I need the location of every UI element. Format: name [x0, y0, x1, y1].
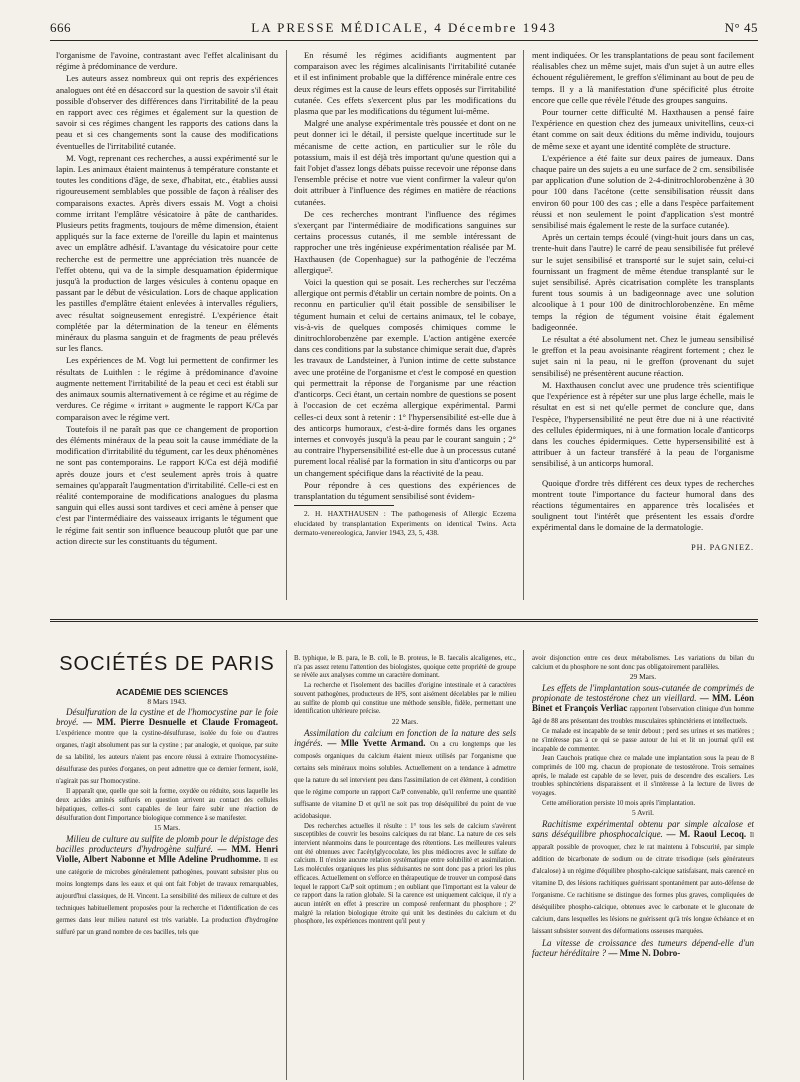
- academy-heading: ACADÉMIE DES SCIENCES: [115, 688, 229, 697]
- column-divider: [286, 50, 287, 600]
- paragraph: En résumé les régimes acidifiants augmentent par comparaison avec les régimes alcalinisants l'irritabilité cutanée et il est infiniment probable que la différence minérale entre ces deux régimes est la cause de leurs effets opposés sur l'irritabilité cutanée. Ces effets s'exercent plus par les modifications du plasma que par les modifications du tégument lui-même.: [294, 50, 516, 117]
- paragraph: De ces recherches montrant l'influence des régimes s'exerçant par l'intermédiaire de modifications sanguines sur certains processus cutanés, il me semble intéressant de rapprocher une très ingénieuse expérimentation réalisée par M. Haxthausen (de Copenhague) sur la pathogénie de l'eczéma allergique².: [294, 208, 516, 275]
- paragraph: Le résultat a été absolument net. Chez le jumeau sensibilisé le greffon et la peau avoisinante réagirent fortement ; chez le sujet sain ni la peau, ni le greffon (provenant du sujet sensibilisé) ne présentèrent aucune réaction.: [532, 334, 754, 378]
- paragraph: ment indiquées. Or les transplantations de peau sont facilement réalisables chez un même sujet, mais d'un sujet à un autre elles échouent régulièrement, le greffon s'éliminant au bout de peu de temps. Il y a là manifestation d'une spécificité plus étroite encore que celle que révèle l'étude des groupes sanguins.: [532, 50, 754, 105]
- communication-title: Les effets de l'implantation sous-cutanée de comprimés de propionate de testostérone chez un vieillard. — MM. Léon Binet et François Verliac rapportent l'observation clinique d'un homme âgé de 88 ans présentant des troubles musculaires sphinctériens et intellectuels.: [532, 683, 754, 726]
- issue-number: N° 45: [724, 20, 758, 35]
- paragraph: Pour tourner cette difficulté M. Haxthausen a pensé faire l'expérience en question chez des jumeaux univitellins, ceux-ci étant comme on sait deux éditions du même individu, toujours de même sexe et ayant une identité complète de structure.: [532, 107, 754, 151]
- header-rule: [50, 40, 758, 41]
- paragraph: Toutefois il ne paraît pas que ce changement de proportion des éléments minéraux de la peau soit la cause immédiate de la modification d'irritabilité du tégument, car les deux phénomènes ne sont pas contemporains. Le rapport K/Ca est déjà modifié après douze jours et c'est seulement après trois à quatre semaines qu'apparaît l'augmentation d'irritabilité. Celle-ci est en réalité contemporaine de modifications analogues du plasma sanguin qui elles aussi sont tardives et ceci amène à penser que c'est par l'intermédiaire des vaisseaux irrigants le tégument que le régime fait sentir son influence beaucoup plutôt que par une action directe sur les constituants du tégument.: [56, 423, 278, 546]
- authors: — Mme N. Dobro-: [608, 948, 681, 959]
- authors: — MM. Léon Binet et François Verliac: [532, 693, 754, 714]
- paragraph: B. typhique, le B. para, le B. coli, le B. proteus, le B. faecalis alcaligenes, etc., n'a pas assez retenu l'attention des biologistes, quoique cette propriété de groupe se révèle aux analyses comme un caractère dominant.: [294, 655, 516, 680]
- paragraph: l'organisme de l'avoine, contrastant avec l'effet alcalinisant du régime à prédominance de verdure.: [56, 50, 278, 72]
- communication-title: Milieu de culture au sulfite de plomb pour le dépistage des bacilles producteurs d'hydrogène sulfuré. — MM. Henri Violle, Albert Nabonne et Mlle Adeline Prudhomme. Il est une catégorie de microbes généralement pathogènes, pouvant subsister plus ou moins longtemps dans les eaux et qui ont fait l'objet de travaux remarquables, aujourd'hui classiques, de H. Vincent. La sensibilité des milieux de culture et des techniques habituellement proposées pour la recherche et l'identification de ces germes dans leur milieu naturel est très variable. La production d'hydrogène sulfuré par un grand nombre de ces bacilles, tels que: [56, 833, 278, 936]
- paragraph: M. Vogt, reprenant ces recherches, a aussi expérimenté sur le lapin. Les animaux étaient maintenus à température constante et toutes les conditions d'âge, de sexe, d'habitat, etc., établies aussi rigoureusement semblables que possible de façon à réaliser des comparaisons exactes. Après divers essais M. Vogt a choisi comme irritant l'emplâtre vésicatoire à pâte de cantharides. Plusieurs petits fragments, toujours de même dimension, étaient appliqués sur la face externe de l'oreille du lapin et maintenus avec un emplâtre adhésif. L'avantage du vésicatoire pour cette recherche est de permettre une appréciation très nuancée de l'effet obtenu, qui va de la simple desquamation épidermique jusqu'à la production de larges vésicules à contenu opaque en passant par le début de vésiculation. Lors de chaque application les pastilles d'emplâtre étaient enlevées à intervalles réguliers, avec résultat soigneusement enregistré. L'expérience était complétée par la détermination de la teneur en éléments minéraux du plasma sanguin et de fragments de peau prélevés sur les flancs.: [56, 152, 278, 354]
- session-date: 8 Mars 1943.: [147, 696, 187, 706]
- paragraph: Voici la question qui se posait. Les recherches sur l'eczéma allergique ont permis d'établir un certain nombre de points. On a reconnu en particulier qu'il était possible de sensibiliser le tégument humain et celui de certains animaux, tel le cobaye, vis-à-vis de quelques composés chimiques comme le dinitrochlorobenzène par exemple. L'action antigène exercée dans ces conditions par la substance chimique serait due, d'après les travaux de Landsteiner, à l'union intime de cette substance avec une protéine de l'organisme et c'est le composé en question qui permettrait la réponse de l'organisme par une réaction d'anticorps. Ceci étant, un certain nombre de questions se posent à l'occasion de cet eczéma allergique expérimental. Parmi celles-ci deux sont à retenir : 1° l'hypersensibilité est-elle due à des anticorps humoraux, c'est-à-dire formés dans les organes internes et convoyés jusqu'à la peau par le courant sanguin ; 2° au contraire l'hypersensibilité est-elle due à un processus cutané purement local réalisé par la formation in situ d'anticorps ou par un changement spécifique dans la réactivité de la peau.: [294, 277, 516, 478]
- communication-title: La vitesse de croissance des tumeurs dépend-elle d'un facteur héréditaire ? — Mme N. Dobro-: [532, 938, 754, 959]
- bottom-column-2: [294, 655, 516, 1075]
- paragraph: Après un certain temps écoulé (vingt-huit jours dans un cas, trente-huit dans l'autre) le carré de peau sensibilisée fut prélevé sur le sujet sensibilisé et transporté sur le sujet sain, celui-ci fournissant un fragment de même étendue transplanté sur le sujet sensibilisé. Après cicatrisation complète les transplants furent tous soumis à un badigeonnage avec une solution alcoolique à 1 pour 100 de dinitrochlorobenzène. En même temps la région de tégument voisine était également badigeonnée.: [532, 232, 754, 332]
- page-header: [50, 20, 758, 40]
- communication-title: Assimilation du calcium en fonction de la nature des sels ingérés. — Mlle Yvette Armand. On a cru longtemps que les composés organiques du calcium étaient mieux utilisés par l'organisme que certains sels minéraux moins solubles. Actuellement on a tendance à admettre que la nature du sel intervient peu dans l'assimilation de cet élément, à condition que le régime comporte un rapport Ca/P convenable, qu'il renferme une quantité suffisante de vitamine D et qu'il ne soit pas trop déséquilibré du point de vue acidobasique.: [294, 727, 516, 820]
- authors: — Mlle Yvette Armand.: [327, 737, 426, 748]
- session-date: 5 Avril.: [631, 808, 655, 818]
- authors: — M. Raoul Lecoq.: [666, 829, 747, 840]
- paragraph: L'expérience a été faite sur deux paires de jumeaux. Dans chaque paire un des sujets a eu une surface de 2 cm. sensibilisée par application d'une solution de 2-4-dinitrochlorobenzène à 30 pour 100 dans l'acétone (cette sensibilisation réussit dans environ 60 pour 100 des cas ; elle a dans l'espèce parfaitement réussi et non seulement le point d'application s'est montré sensibilisé mais également le reste de la surface cutanée).: [532, 152, 754, 231]
- page-number: 666: [50, 20, 71, 35]
- paragraph: Il apparaît que, quelle que soit la forme, oxydée ou réduite, sous laquelle les deux acides aminés sulfurés en question arrivent au contact des cellules hépatiques, celles-ci sont capables de leur faire subir une réaction de désulfuration dont l'importance biologique commence à se manifester.: [56, 788, 278, 822]
- authors: — MM. Pierre Desnuelle et Claude Fromageot.: [83, 717, 278, 728]
- column-divider: [523, 50, 524, 600]
- communication-title: Désulfuration de la cystine et de l'homocystine par le foie broyé. — MM. Pierre Desnuelle et Claude Fromageot. L'expérience montre que la cystine-désulfurase, isolée du foie ou d'autres organes, n'agit absolument pas sur la cystine ; par analogie, et quoique, par suite de sa labilité, les auteurs n'aient pas encore réussi à extraire l'homocystéine-désulfurase des purées d'organes, on peut admettre que ce dernier ferment, isolé, n'agirait pas sur l'homocystine.: [56, 707, 278, 786]
- paragraph: Malgré une analyse expérimentale très poussée et dont on ne peut donner ici le détail, il persiste quelque incertitude sur le mécanisme de cette action, en particulier sur le rôle du potassium, mais il est déjà très important qu'une question qui a fait l'objet d'assez longs débats puisse recevoir une réponse dans l'ensemble précise et notre vue vient confirmer la valeur qu'on doit attribuer à l'influence des régimes en matière de réactions cutanées.: [294, 118, 516, 207]
- bottom-column-1: [56, 688, 278, 1076]
- session-date: 22 Mars.: [391, 716, 419, 726]
- bottom-column-3: [532, 655, 754, 1075]
- session-date: 29 Mars.: [629, 672, 657, 682]
- paragraph: avoir disjonction entre ces deux métabolismes. Les variations du bilan du calcium et du phosphore ne sont donc pas obligatoirement parallèles.: [532, 655, 754, 671]
- paragraph: Les auteurs assez nombreux qui ont repris des expériences analogues ont été en désaccord sur la question de savoir s'il était possible d'observer des différences dans l'irritabilité de la peau en rapport avec ces régimes et également sur la question de savoir si ces régimes changent les rapports des cations dans la peau et si ces changements sont la cause des modifications éventuelles de l'irritabilité cutanée.: [56, 73, 278, 151]
- footnote: 2. H. HAXTHAUSEN : The pathogenesis of Allergic Eczema elucidated by transplantation Experiments on identical Twins. Acta dermato-venereologica, Janvier 1943, 23, 5, 438.: [294, 509, 516, 538]
- communication-title: Rachitisme expérimental obtenu par simple alcalose et sans déséquilibre phosphocalcique. — M. Raoul Lecoq. Il apparaît possible de provoquer, chez le rat maintenu à l'obscurité, par simple addition de bicarbonate de sodium ou de citrate trisodique (sels générateurs d'alcalose) à un régime d'équilibre phospho-calcique satisfaisant, mais carencé en vitamine D, des lésions rachitiques guérissant spontanément par auto-défense de l'organisme. Ce rachitisme se distingue des formes plus graves, compliquées de déséquilibre phospho-calcique, obtenues avec le carbonate et le gluconate de calcium, dans lesquelles les lésions ne guérissent qu'à très longue échéance et en laissant subsister souvent des déformations osseuses marquées.: [532, 819, 754, 936]
- header-date: 4 Décembre 1943: [434, 20, 557, 35]
- session-date: 15 Mars.: [153, 823, 181, 833]
- top-column-1: [56, 50, 278, 585]
- paragraph: Pour répondre à ces questions des expériences de transplantation du tégument sensibilisé sont évidem-: [294, 479, 516, 501]
- column-divider: [286, 650, 287, 1080]
- paragraph: Les expériences de M. Vogt lui permettent de confirmer les résultats de Luithlen : le régime à prédominance d'avoine augmente nettement l'irritabilité de la peau et ceci est établi sur des animaux soumis alternativement à ce régime et au régime de verdures. Ce régime « irritant » augmente le rapport K/Ca par comparaison avec le régime vert.: [56, 355, 278, 422]
- paragraph: La recherche et l'isolement des bacilles d'origine intestinale et à caractères souvent pathogènes, producteurs de H²S, sont aisément décelables par le milieu au sulfite de plomb qui constitue une méthode sensible, fidèle, permettant une identification ultérieure précise.: [294, 682, 516, 716]
- column-divider: [523, 650, 524, 1080]
- top-column-3: [532, 50, 754, 610]
- journal-name: LA PRESSE MÉDICALE,: [251, 20, 430, 35]
- authors: — MM. Henri Violle, Albert Nabonne et Mlle Adeline Prudhomme.: [56, 843, 278, 864]
- paragraph: Cette amélioration persiste 10 mois après l'implantation.: [542, 799, 696, 807]
- section-rule: [50, 619, 758, 622]
- paragraph: M. Haxthausen conclut avec une prudence très scientifique que l'expérience est à répéter sur une plus large échelle, mais le résultat en est si net qu'elle permet de conclure que, dans l'espèce, l'hypersensibilité ne peut être due ni à une réactivité des cellules épidermiques, ni à une formation locale d'anticorps dans les couches épidermiques. Cette hypersensibilité est à attribuer à un facteur transféré à la peau de l'organisme sensibilisé, à un anticorps humoral.: [532, 379, 754, 469]
- section-title: SOCIÉTÉS DE PARIS: [59, 653, 275, 675]
- footnote-rule: [294, 505, 394, 506]
- top-column-2: [294, 50, 516, 590]
- paragraph: Ce malade est incapable de se tenir debout ; perd ses urines et ses matières ; ne s'intéresse pas à ce qui se passe autour de lui et lit un journal qu'il est incapable de commenter.: [532, 728, 754, 753]
- paragraph: Des recherches actuelles il résulte : 1° tous les sels de calcium s'avèrent susceptibles de couvrir les besoins calciques du rat blanc. La nature de ces sels intervient néanmoins dans le pourcentage des rétentions. Les meilleures valeurs ont été obtenues avec l'acétylglycocolate, les plus médiocres avec le sulfate de calcium. Il n'existe aucune relation systématique entre solubilité et assimilation. Les molécules organiques les plus séduisantes ne sont donc pas a priori les plus efficaces. Actuellement on s'efforce en thérapeutique de trouver un composé dans lequel le rapport Ca/P soit optimum ; en oubliant que l'important est la valeur de ce rapport dans la ration globale. Si la carence est uniquement calcique, il n'y a aucun intérêt en effet à prescrire un composé renfermant du phosphore ; 2° malgré la relation biologique étroite qui unit les destinées du calcium et du phosphore, les expériences montrent qu'il peut y: [294, 822, 516, 926]
- author-signature: PH. PAGNIEZ.: [691, 542, 754, 552]
- paragraph: Quoique d'ordre très différent ces deux types de recherches montrent toute l'importance du facteur humoral dans des réactions tégumentaires en apparence très localisées et soulignent tout l'intérêt que présentent les essais d'ordre expérimental dans le domaine de la dermatologie.: [532, 477, 754, 533]
- paragraph: Jean Cauchois pratique chez ce malade une implantation sous la peau de 8 comprimés de 100 mg. chacun de propionate de testostérone. Trois semaines après, le malade est capable de se lever, puis de descendre des escaliers. Les troubles sphinctériens disparaissent et il s'intéresse à la lecture de livres de voyages.: [532, 755, 754, 798]
- journal-header-title: [50, 20, 758, 36]
